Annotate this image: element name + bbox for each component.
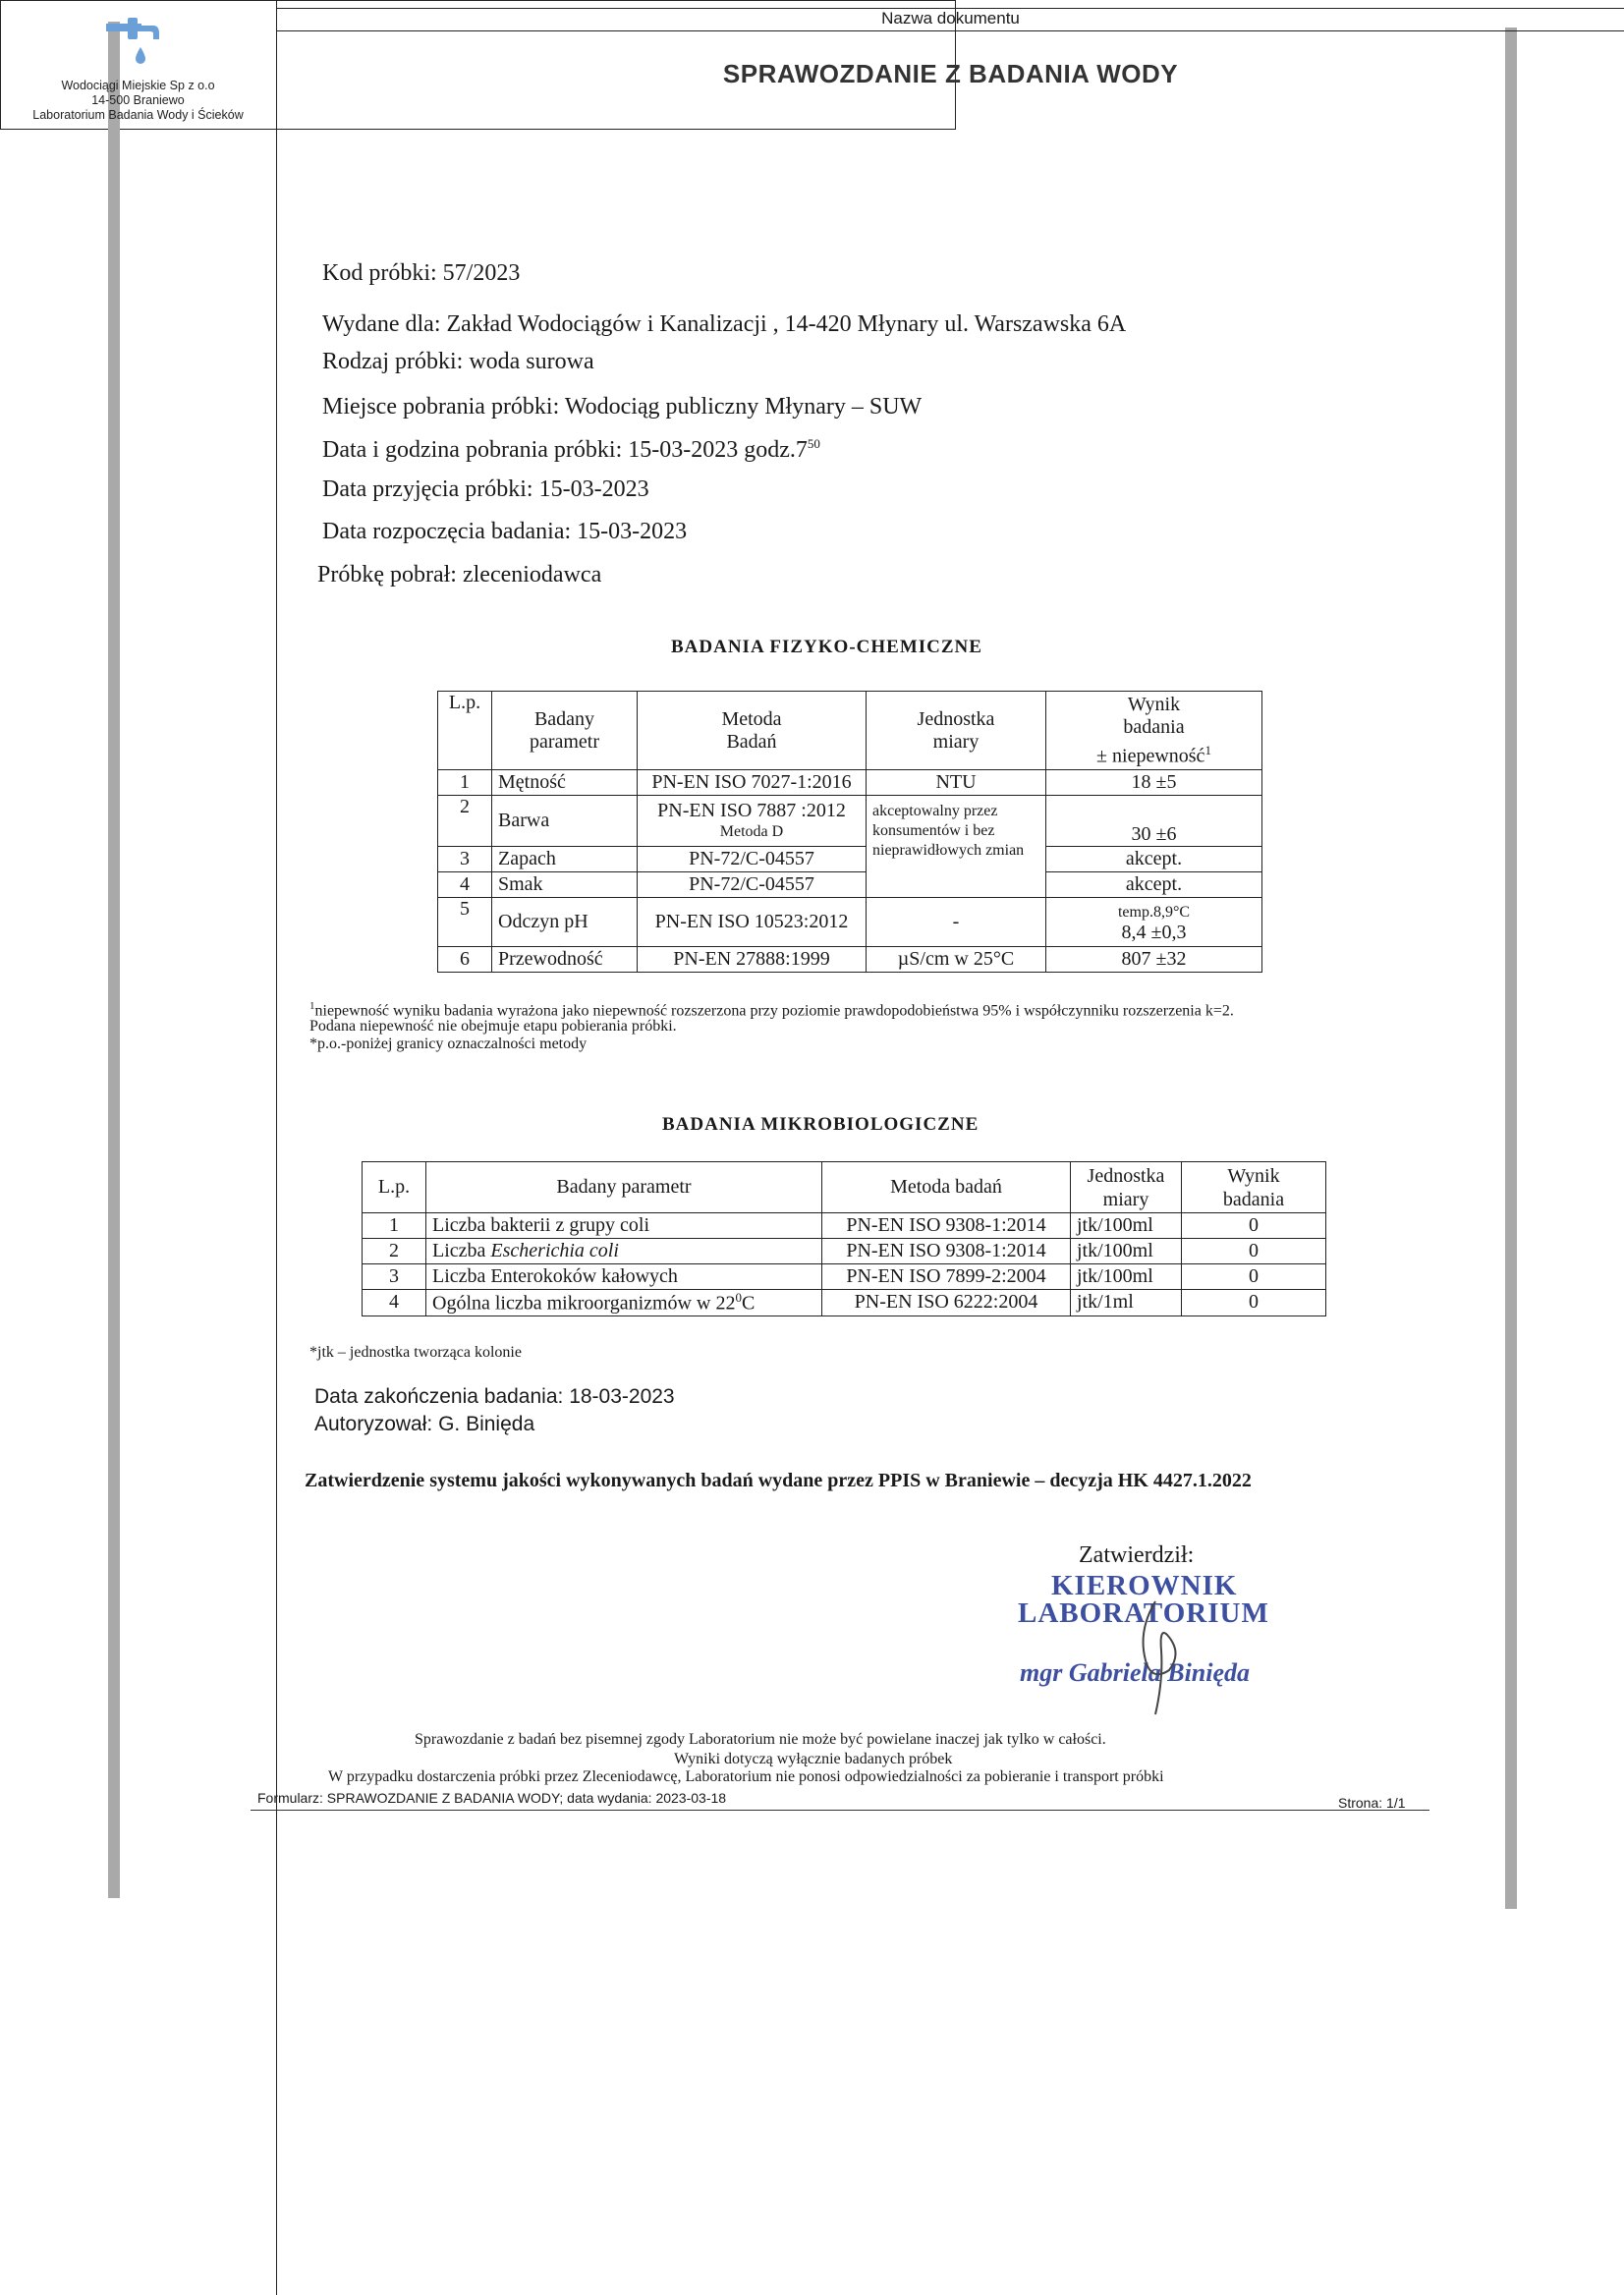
table-row xyxy=(363,1213,1326,1239)
footer-line-3: W przypadku dostarczenia próbki przez Zleceniodawcę, Laboratorium nie ponosi odpowiedzialności za pobieranie i transport próbki xyxy=(328,1768,1164,1785)
certification-note: Zatwierdzenie systemu jakości wykonywanych badań wydane przez PPIS w Braniewie – decyzja HK 4427.1.2022 xyxy=(305,1470,1252,1491)
info-label: Próbkę pobrał: xyxy=(317,562,457,588)
info-issued-for xyxy=(322,311,1126,338)
completion-value: 18-03-2023 xyxy=(569,1385,675,1408)
info-value: woda surowa xyxy=(469,349,594,374)
fiz-header-unit-l2: miary xyxy=(932,730,980,753)
cell-lp: 1 xyxy=(438,770,492,796)
cell-param xyxy=(426,1239,822,1264)
logo-line-2: 14-500 Braniewo xyxy=(91,93,185,107)
info-value: zleceniodawca xyxy=(462,562,602,588)
cell-param: Zapach xyxy=(492,847,638,872)
fiz-header-result-l1: Wynik xyxy=(1127,693,1181,715)
footer-page-number: Strona: 1/1 xyxy=(1338,1795,1406,1811)
info-value: 15-03-2023 xyxy=(577,519,688,544)
cell-method: PN-EN ISO 10523:2012 xyxy=(638,898,867,947)
cell-param-italic: Escherichia coli xyxy=(490,1240,619,1261)
mik-header-unit xyxy=(1071,1162,1182,1213)
cell-result: 0 xyxy=(1182,1239,1326,1264)
cell-param: Przewodność xyxy=(492,947,638,973)
stamp-signature-name: mgr Gabriela Binięda xyxy=(1020,1658,1251,1687)
cell-unit: jtk/100ml xyxy=(1071,1264,1182,1290)
table-row xyxy=(438,872,1262,898)
cell-lp: 2 xyxy=(363,1239,426,1264)
cell-lp: 5 xyxy=(438,898,492,947)
cell-method: PN-EN ISO 7027-1:2016 xyxy=(638,770,867,796)
handwritten-signature xyxy=(1126,1592,1195,1719)
fiz-note-text: niepewność wyniku badania wyrażona jako niepewność rozszerzona przy poziomie prawdopodobieństwa 95% i współczynniku rozszerzenia k=2. xyxy=(314,1002,1234,1020)
cell-result: 18 ±5 xyxy=(1046,770,1262,796)
info-value: 57/2023 xyxy=(442,260,521,286)
table-row xyxy=(438,770,1262,796)
cell-lp: 6 xyxy=(438,947,492,973)
cell-method: PN-EN ISO 9308-1:2014 xyxy=(822,1239,1071,1264)
table-row xyxy=(363,1239,1326,1264)
fiz-note-2: Podana niepewność nie obejmuje etapu pobierania próbki. xyxy=(309,1018,677,1035)
cell-method: PN-72/C-04557 xyxy=(638,872,867,898)
cell-method: PN-EN 27888:1999 xyxy=(638,947,867,973)
fiz-header-unit-l1: Jednostka xyxy=(917,707,995,730)
mik-header-lp: L.p. xyxy=(363,1162,426,1213)
mik-header-param: Badany parametr xyxy=(426,1162,822,1213)
cell-unit: jtk/100ml xyxy=(1071,1239,1182,1264)
cell-method-sub: Metoda D xyxy=(719,822,784,840)
scan-edge-right xyxy=(1505,28,1517,1909)
authorized-by xyxy=(314,1413,534,1436)
info-sampling-datetime xyxy=(322,436,820,464)
info-start-date xyxy=(322,519,687,545)
stamp-line-1: KIEROWNIK xyxy=(1051,1570,1238,1601)
info-value-sup: 50 xyxy=(807,436,820,451)
approval-label: Zatwierdził: xyxy=(1079,1542,1195,1568)
cell-param-text: Ogólna liczba mikroorganizmów w 22 xyxy=(432,1292,736,1315)
fiz-header-uncertainty-sup: 1 xyxy=(1204,742,1211,757)
info-label: Data przyjęcia próbki: xyxy=(322,476,533,502)
info-label: Miejsce pobrania próbki: xyxy=(322,394,560,420)
table-row xyxy=(438,847,1262,872)
fiz-header-method-l2: Badań xyxy=(726,730,777,753)
cell-result: akcept. xyxy=(1046,847,1262,872)
cell-param xyxy=(426,1290,822,1316)
fiz-header-method xyxy=(638,692,867,770)
cell-param: Mętność xyxy=(492,770,638,796)
cell-param-post: C xyxy=(741,1292,756,1315)
info-label: Data i godzina pobrania próbki: xyxy=(322,437,623,463)
info-value: 15-03-2023 xyxy=(538,476,649,502)
cell-method-main: PN-EN ISO 7887 :2012 xyxy=(657,799,846,821)
fiz-header-result xyxy=(1046,692,1262,770)
info-value: Zakład Wodociągów i Kanalizacji , 14-420 Młynary ul. Warszawska 6A xyxy=(446,311,1127,337)
logo-line-3: Laboratorium Badania Wody i Ścieków xyxy=(32,108,244,122)
cell-lp: 4 xyxy=(438,872,492,898)
cell-result xyxy=(1046,898,1262,947)
fiz-header-param-l1: Badany xyxy=(533,707,595,730)
info-label: Rodzaj próbki: xyxy=(322,349,464,374)
fiz-header-unit xyxy=(867,692,1046,770)
fiz-header-result-l2: badania xyxy=(1123,715,1185,738)
cell-result-temp: temp.8,9°C xyxy=(1117,903,1191,921)
mik-header-result-l1: Wynik xyxy=(1227,1164,1280,1187)
footer-rule xyxy=(251,1810,1429,1811)
table-row xyxy=(438,947,1262,973)
info-value: 15-03-2023 godz.7 xyxy=(628,437,808,463)
cell-param: Smak xyxy=(492,872,638,898)
completion-label: Data zakończenia badania: xyxy=(314,1385,564,1408)
mik-header-method: Metoda badań xyxy=(822,1162,1071,1213)
info-sample-type xyxy=(322,349,594,375)
stamp-line-2: LABORATORIUM xyxy=(1018,1597,1269,1629)
info-label: Wydane dla: xyxy=(322,311,441,337)
footer-form-info: Formularz: SPRAWOZDANIE Z BADANIA WODY; data wydania: 2023-03-18 xyxy=(257,1790,727,1806)
cell-unit: akceptowalny przez konsumentów i bez nieprawidłowych zmian xyxy=(867,796,1046,898)
document-header xyxy=(0,0,1179,130)
cell-unit: jtk/100ml xyxy=(1071,1213,1182,1239)
info-sample-code xyxy=(322,260,520,287)
table-row xyxy=(438,796,1262,847)
cell-method: PN-EN ISO 7899-2:2004 xyxy=(822,1264,1071,1290)
cell-param: Odczyn pH xyxy=(492,898,638,947)
mik-table xyxy=(362,1161,1326,1316)
cell-method: PN-72/C-04557 xyxy=(638,847,867,872)
mik-header-result-l2: badania xyxy=(1222,1188,1285,1210)
table-row xyxy=(363,1290,1326,1316)
mik-note: *jtk – jednostka tworząca kolonie xyxy=(309,1344,522,1361)
cell-method: PN-EN ISO 9308-1:2014 xyxy=(822,1213,1071,1239)
logo-line-1: Wodociągi Miejskie Sp z o.o xyxy=(61,79,215,92)
cell-lp: 2 xyxy=(438,796,492,847)
cell-result: 0 xyxy=(1182,1290,1326,1316)
cell-result: 0 xyxy=(1182,1213,1326,1239)
footer-line-1: Sprawozdanie z badań bez pisemnej zgody Laboratorium nie może być powielane inaczej jak tylko w całości. xyxy=(415,1731,1106,1748)
fiz-note-3: *p.o.-poniżej granicy oznaczalności metody xyxy=(309,1036,588,1052)
mik-header-unit-l2: miary xyxy=(1102,1188,1149,1210)
cell-lp: 1 xyxy=(363,1213,426,1239)
table-row xyxy=(363,1264,1326,1290)
document-title: SPRAWOZDANIE Z BADANIA WODY xyxy=(722,59,1179,88)
cell-param: Liczba Enterokoków kałowych xyxy=(426,1264,822,1290)
info-receipt-date xyxy=(322,476,649,503)
cell-lp: 3 xyxy=(438,847,492,872)
mik-header-unit-l1: Jednostka xyxy=(1087,1164,1165,1187)
fiz-note-sup: 1 xyxy=(309,1000,315,1012)
cell-result: 0 xyxy=(1182,1264,1326,1290)
fiz-header-lp: L.p. xyxy=(438,692,492,770)
authorized-label: Autoryzował: xyxy=(314,1413,433,1435)
cell-param-sup: 0 xyxy=(735,1290,742,1305)
fiz-header-param-l2: parametr xyxy=(529,730,600,753)
cell-unit: - xyxy=(867,898,1046,947)
water-tap-icon xyxy=(98,12,177,71)
cell-result: 30 ±6 xyxy=(1046,796,1262,847)
cell-result: akcept. xyxy=(1046,872,1262,898)
cell-method xyxy=(638,796,867,847)
table-row xyxy=(438,898,1262,947)
info-label: Kod próbki: xyxy=(322,260,437,286)
fiz-header-uncertainty: ± niepewność xyxy=(1096,745,1205,767)
cell-result-value: 8,4 ±0,3 xyxy=(1121,921,1187,943)
cell-result: 807 ±32 xyxy=(1046,947,1262,973)
fiz-header-param xyxy=(492,692,638,770)
cell-unit: jtk/1ml xyxy=(1071,1290,1182,1316)
mik-header-result xyxy=(1182,1162,1326,1213)
fiz-header-result-l3 xyxy=(1052,739,1256,768)
cell-unit: µS/cm w 25°C xyxy=(867,947,1046,973)
completion-date xyxy=(314,1385,675,1409)
mik-section-title: BADANIA MIKROBIOLOGICZNE xyxy=(662,1114,980,1135)
authorized-value: G. Binięda xyxy=(438,1413,535,1435)
fiz-section-title: BADANIA FIZYKO-CHEMICZNE xyxy=(671,637,982,657)
fiz-header-method-l1: Metoda xyxy=(721,707,782,730)
cell-param: Barwa xyxy=(492,796,638,847)
fiz-table xyxy=(437,691,1262,973)
info-value: Wodociąg publiczny Młynary – SUW xyxy=(564,394,923,420)
info-sampled-by xyxy=(317,562,601,588)
footer-line-2: Wyniki dotyczą wyłącznie badanych próbek xyxy=(674,1751,953,1767)
lab-logo xyxy=(0,0,277,2295)
cell-lp: 3 xyxy=(363,1264,426,1290)
info-label: Data rozpoczęcia badania: xyxy=(322,519,572,544)
document-name-label: Nazwa dokumentu xyxy=(277,8,1624,31)
cell-param: Liczba bakterii z grupy coli xyxy=(426,1213,822,1239)
info-sampling-place xyxy=(322,394,922,420)
cell-lp: 4 xyxy=(363,1290,426,1316)
cell-param-pre: Liczba xyxy=(432,1240,491,1261)
cell-unit: NTU xyxy=(867,770,1046,796)
cell-method: PN-EN ISO 6222:2004 xyxy=(822,1290,1071,1316)
